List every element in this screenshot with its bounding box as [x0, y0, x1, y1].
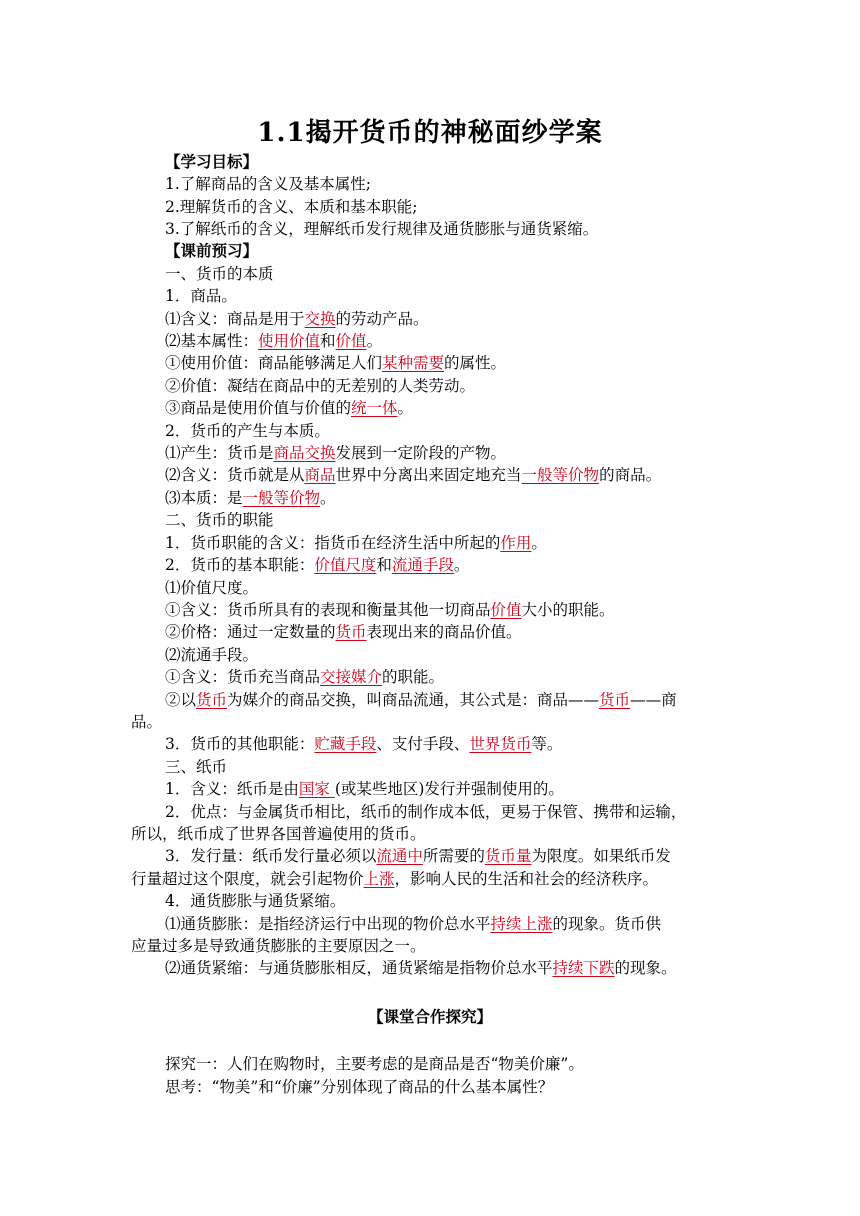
answer-blank: 上涨	[363, 870, 395, 888]
text-line	[165, 352, 506, 374]
answer-blank: 世界货币	[469, 735, 532, 753]
text: 3．货币的其他职能：	[165, 735, 315, 753]
explore-question-2: 思考：“物美”和“价廉”分别体现了商品的什么基本属性？	[165, 1078, 554, 1096]
text: ⑵通货紧缩：与通货膨胀相反，通货紧缩是指物价总水平	[165, 959, 553, 977]
text: ⑵基本属性：	[165, 332, 259, 350]
text-line	[165, 599, 615, 621]
text-line: 2．货币的产生与本质。	[165, 422, 330, 440]
answer-blank: 流通手段	[391, 556, 454, 574]
text: ——商	[630, 691, 677, 709]
objective-3: 3.了解纸币的含义，理解纸币发行规律及通货膨胀与通货紧缩。	[165, 220, 599, 238]
text: 等。	[531, 735, 563, 753]
text: 的现象。	[614, 959, 677, 977]
answer-blank: 持续上涨	[490, 915, 553, 933]
text: 1．货币职能的含义：指货币在经济生活中所起的	[165, 534, 501, 552]
text: 。	[453, 556, 470, 574]
answer-blank: 价值	[490, 601, 522, 619]
text-line	[165, 487, 336, 509]
text: 。	[320, 489, 336, 507]
text: 表现出来的商品价值。	[366, 623, 522, 641]
text-line	[165, 330, 382, 352]
text-line	[165, 666, 444, 688]
answer-blank: 货币	[196, 691, 228, 709]
answer-blank: 交接媒介	[320, 668, 383, 686]
answer-blank: 某种需要	[382, 354, 445, 372]
text-line	[165, 957, 677, 979]
text-line: ②价值：凝结在商品中的无差别的人类劳动。	[165, 377, 476, 395]
answer-blank: 持续下跌	[552, 959, 615, 977]
text-line	[165, 778, 564, 800]
objective-1: 1.了解商品的含义及基本属性;	[165, 175, 372, 193]
text-line	[131, 868, 658, 890]
text: 1．含义：纸币是由	[165, 780, 299, 798]
text-line: 所以，纸币成了世界各国普遍使用的货币。	[131, 825, 426, 843]
section-1-heading: 一、货币的本质	[165, 265, 274, 283]
text-line	[165, 532, 547, 554]
text: ①含义：货币所具有的表现和衡量其他一切商品	[165, 601, 491, 619]
text-line	[165, 442, 506, 464]
text-line	[165, 621, 522, 643]
answer-blank: 国家	[298, 780, 335, 798]
answer-blank: 流通中	[376, 847, 423, 865]
text: 。	[366, 332, 383, 350]
answer-blank: 使用价值	[258, 332, 321, 350]
text: ⑴产生：货币是	[165, 444, 274, 462]
text: 的现象。货币供	[552, 915, 662, 933]
answer-blank: 商品	[304, 466, 336, 484]
text: 大小的职能。	[521, 601, 615, 619]
text-line: 1．商品。	[165, 287, 237, 305]
text: 。	[531, 534, 547, 552]
text: ⑴含义：商品是用于	[165, 310, 305, 328]
text: 的职能。	[382, 668, 445, 686]
text: 。	[397, 399, 414, 417]
text-line	[165, 845, 671, 867]
text-line	[165, 554, 469, 576]
answer-blank: 统一体	[351, 399, 398, 417]
explore-question-1: 探究一：人们在购物时，主要考虑的是商品是否“物美价廉”。	[165, 1055, 584, 1073]
text: ①使用价值：商品能够满足人们	[165, 354, 383, 372]
text-line	[165, 308, 429, 330]
text: 的商品。	[599, 466, 662, 484]
text: ，影响人民的生活和社会的经济秩序。	[394, 870, 659, 888]
answer-blank: 一般等价物	[521, 466, 600, 484]
text: 发展到一定阶段的产物。	[335, 444, 507, 462]
answer-blank: 商品交换	[273, 444, 336, 462]
answer-blank: 货币量	[484, 847, 532, 865]
text: 行量超过这个限度，就会引起物价	[131, 870, 364, 888]
text-line	[165, 913, 661, 935]
document-title: 1.1揭开货币的神秘面纱学案	[257, 118, 603, 148]
text-line: ⑴价值尺度。	[165, 579, 259, 597]
text-line	[165, 689, 677, 711]
text: 和	[376, 556, 392, 574]
answer-blank: 贮藏手段	[314, 735, 377, 753]
answer-blank: 交换	[304, 310, 336, 328]
section-3-heading: 三、纸币	[165, 758, 228, 776]
answer-blank: 作用	[500, 534, 532, 552]
text: ②以	[165, 691, 197, 709]
cooperative-inquiry-heading: 【课堂合作探究】	[367, 1007, 492, 1026]
text: 和	[320, 332, 336, 350]
text: ⑴通货膨胀：是指经济运行中出现的物价总水平	[165, 915, 491, 933]
text-line: 应量过多是导致通货膨胀的主要原因之一。	[131, 937, 426, 955]
text: 为媒介的商品交换，叫商品流通，其公式是：商品——	[227, 691, 600, 709]
objectives-heading: 【学习目标】	[165, 152, 259, 171]
text: 的劳动产品。	[335, 310, 429, 328]
text: ①含义：货币充当商品	[165, 668, 321, 686]
text: ③商品是使用价值与价值的	[165, 399, 352, 417]
text: ⑵含义：货币就是从	[165, 466, 305, 484]
text-line: 品。	[131, 713, 163, 731]
text-line	[165, 733, 562, 755]
text-line: ⑵流通手段。	[165, 646, 259, 664]
answer-blank: 一般等价物	[242, 489, 321, 507]
text-line: 4．通货膨胀与通货紧缩。	[165, 892, 346, 910]
answer-blank: 价值	[335, 332, 367, 350]
objective-2: 2.理解货币的含义、本质和基本职能;	[165, 198, 418, 216]
answer-blank: 价值尺度	[314, 556, 377, 574]
text: ②价格：通过一定数量的	[165, 623, 336, 641]
text: 所需要的	[422, 847, 485, 865]
answer-blank: 货币	[599, 691, 631, 709]
text: 3．发行量：纸币发行量必须以	[165, 847, 377, 865]
text-line	[165, 464, 661, 486]
text-line	[165, 397, 413, 419]
text-line: 2．优点：与金属货币相比，纸币的制作成本低，更易于保管、携带和运输，	[165, 803, 687, 821]
text: 为限度。如果纸币发	[531, 847, 671, 865]
text: ⑶本质：是	[165, 489, 243, 507]
answer-blank: 货币	[335, 623, 367, 641]
text: 、支付手段、	[376, 735, 470, 753]
section-2-heading: 二、货币的职能	[165, 511, 274, 529]
text: (或某些地区)发行并强制使用的。	[334, 780, 564, 798]
preview-heading: 【课前预习】	[165, 241, 259, 260]
text: 的属性。	[444, 354, 507, 372]
text: 2．货币的基本职能：	[165, 556, 315, 574]
text: 世界中分离出来固定地充当	[335, 466, 522, 484]
